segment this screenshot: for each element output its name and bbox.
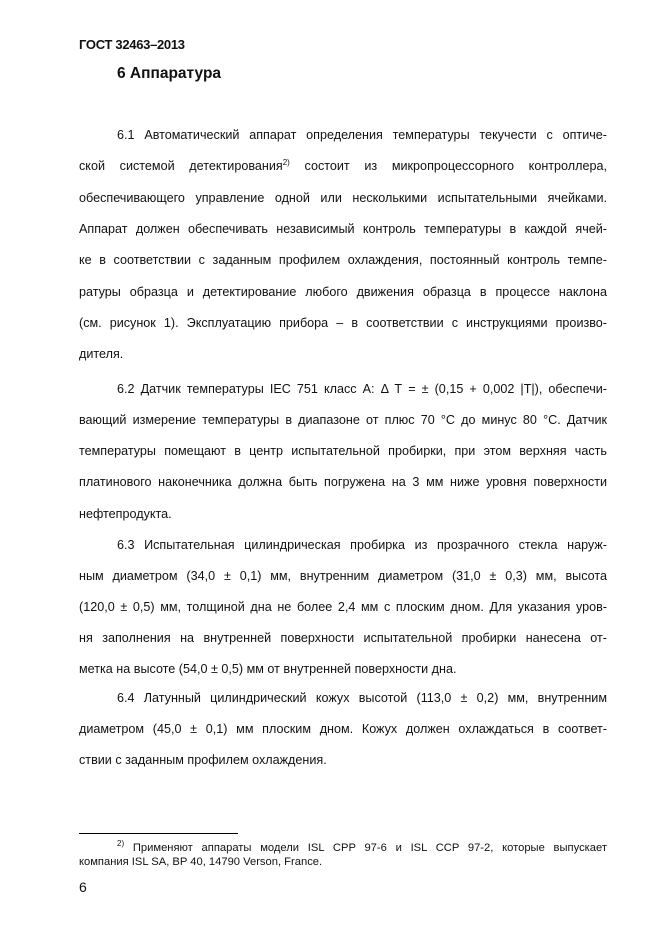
- paragraph-line: ня заполнения на внутренней поверхности испытательной пробирки нанесена от-: [79, 631, 607, 645]
- paragraph-line: диаметром (45,0 ± 0,1) мм плоским дном. Кожух должен охлаждаться в соответ-: [79, 722, 607, 736]
- paragraph-line: ствии с заданным профилем охлаждения.: [79, 753, 327, 767]
- paragraph-line: 6.2 Датчик температуры IEC 751 класс А: Δ Т = ± (0,15 + 0,002 |Т|), обеспечи-: [117, 382, 607, 396]
- paragraph-line: ным диаметром (34,0 ± 0,1) мм, внутренним диаметром (31,0 ± 0,3) мм, высота: [79, 569, 607, 583]
- footnote-ref[interactable]: 2): [282, 158, 290, 167]
- paragraph-line: ке в соответствии с заданным профилем охлаждения, постоянный контроль темпе-: [79, 253, 607, 267]
- footnote-line: [117, 841, 607, 855]
- paragraph-line: [79, 157, 607, 175]
- paragraph-line: обеспечивающего управление одной или несколькими испытательными ячейками.: [79, 191, 607, 205]
- paragraph-line: дителя.: [79, 347, 124, 361]
- paragraph-line: метка на высоте (54,0 ± 0,5) мм от внутренней поверхности дна.: [79, 662, 457, 676]
- text: состоит из микропроцессорного контроллера,: [289, 159, 607, 173]
- paragraph-line: 6.3 Испытательная цилиндрическая пробирка из прозрачного стекла наруж-: [117, 538, 607, 552]
- paragraph-line: платинового наконечника должна быть погружена на 3 мм ниже уровня поверхности: [79, 475, 607, 489]
- document-header: ГОСТ 32463–2013: [79, 37, 185, 52]
- paragraph-line: 6.4 Латунный цилиндрический кожух высотой (113,0 ± 0,2) мм, внутренним: [117, 691, 607, 705]
- paragraph-line: 6.1 Автоматический аппарат определения температуры текучести с оптиче-: [117, 128, 607, 142]
- text: Применяют аппараты модели ISL CPP 97-6 и ISL CCP 97-2, которые выпускает: [124, 842, 607, 854]
- footnote-marker: 2): [117, 839, 125, 848]
- paragraph-line: Аппарат должен обеспечивать независимый контроль температуры в каждой ячей-: [79, 222, 607, 236]
- footnote-separator: [79, 833, 238, 834]
- paragraph-line: ратуры образца и детектирование любого движения образца в процессе наклона: [79, 285, 607, 299]
- paragraph-line: температуры помещают в центр испытательной пробирки, при этом верхняя часть: [79, 444, 607, 458]
- section-title: 6 Аппаратура: [117, 65, 222, 82]
- paragraph-line: нефтепродукта.: [79, 507, 172, 521]
- paragraph-line: (120,0 ± 0,5) мм, толщиной дна не более 2,4 мм с плоским дном. Для указания уров-: [79, 600, 607, 614]
- footnote-line: компания ISL SA, BP 40, 14790 Verson, France.: [79, 856, 323, 868]
- page-number: 6: [79, 879, 87, 895]
- paragraph-line: (см. рисунок 1). Эксплуатацию прибора – в соответствии с инструкциями произво-: [79, 316, 607, 330]
- text: ской системой детектирования: [79, 159, 283, 173]
- paragraph-line: вающий измерение температуры в диапазоне от плюс 70 °С до минус 80 °С. Датчик: [79, 413, 607, 427]
